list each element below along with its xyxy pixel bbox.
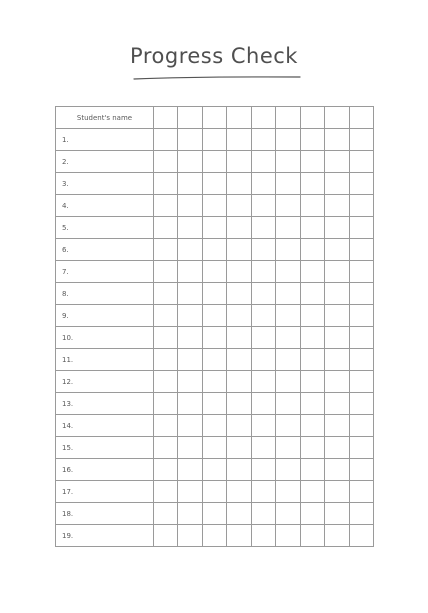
table-row bbox=[56, 283, 374, 305]
title-underline bbox=[132, 75, 302, 81]
check-cell[interactable] bbox=[178, 305, 202, 327]
student-name-cell[interactable]: 15. bbox=[56, 437, 154, 459]
table-row bbox=[56, 393, 374, 415]
check-cell[interactable] bbox=[202, 283, 226, 305]
check-cell[interactable] bbox=[349, 283, 374, 305]
check-cell[interactable] bbox=[227, 305, 251, 327]
check-cell[interactable] bbox=[154, 327, 178, 349]
check-cell[interactable] bbox=[251, 129, 275, 151]
check-cell[interactable] bbox=[178, 327, 202, 349]
check-cell[interactable] bbox=[178, 195, 202, 217]
table-row bbox=[56, 525, 374, 547]
check-cell[interactable] bbox=[349, 437, 374, 459]
check-cell[interactable] bbox=[349, 525, 374, 547]
check-cell[interactable] bbox=[154, 525, 178, 547]
student-name-cell[interactable]: 3. bbox=[56, 173, 154, 195]
check-cell[interactable] bbox=[202, 173, 226, 195]
check-cell[interactable] bbox=[202, 327, 226, 349]
page-title: Progress Check bbox=[130, 44, 298, 68]
check-cell[interactable] bbox=[227, 503, 251, 525]
check-cell[interactable] bbox=[300, 393, 324, 415]
check-cell[interactable] bbox=[300, 151, 324, 173]
check-cell[interactable] bbox=[178, 371, 202, 393]
check-cell[interactable] bbox=[276, 349, 300, 371]
check-cell[interactable] bbox=[276, 195, 300, 217]
check-cell[interactable] bbox=[251, 437, 275, 459]
check-cell[interactable] bbox=[227, 525, 251, 547]
student-name-cell[interactable]: 10. bbox=[56, 327, 154, 349]
check-cell[interactable] bbox=[202, 217, 226, 239]
check-cell[interactable] bbox=[202, 349, 226, 371]
check-cell[interactable] bbox=[178, 239, 202, 261]
student-name-cell[interactable]: 16. bbox=[56, 459, 154, 481]
check-cell[interactable] bbox=[227, 217, 251, 239]
check-cell[interactable] bbox=[300, 349, 324, 371]
header-row bbox=[56, 107, 374, 129]
check-cell[interactable] bbox=[202, 415, 226, 437]
check-cell[interactable] bbox=[349, 327, 374, 349]
check-cell[interactable] bbox=[300, 525, 324, 547]
check-cell[interactable] bbox=[202, 503, 226, 525]
check-cell[interactable] bbox=[178, 349, 202, 371]
check-cell[interactable] bbox=[251, 239, 275, 261]
check-cell[interactable] bbox=[276, 415, 300, 437]
check-column-header bbox=[227, 107, 251, 129]
check-cell[interactable] bbox=[325, 393, 349, 415]
check-cell[interactable] bbox=[300, 261, 324, 283]
check-cell[interactable] bbox=[300, 437, 324, 459]
check-cell[interactable] bbox=[276, 481, 300, 503]
check-cell[interactable] bbox=[202, 371, 226, 393]
student-name-cell[interactable]: 2. bbox=[56, 151, 154, 173]
check-cell[interactable] bbox=[349, 261, 374, 283]
student-name-cell[interactable]: 9. bbox=[56, 305, 154, 327]
check-cell[interactable] bbox=[325, 151, 349, 173]
check-cell[interactable] bbox=[154, 305, 178, 327]
check-cell[interactable] bbox=[227, 195, 251, 217]
student-name-cell[interactable]: 14. bbox=[56, 415, 154, 437]
check-cell[interactable] bbox=[325, 459, 349, 481]
check-cell[interactable] bbox=[154, 283, 178, 305]
check-cell[interactable] bbox=[325, 173, 349, 195]
student-name-cell[interactable]: 6. bbox=[56, 239, 154, 261]
table-row bbox=[56, 459, 374, 481]
check-cell[interactable] bbox=[300, 371, 324, 393]
check-cell[interactable] bbox=[325, 239, 349, 261]
student-name-cell[interactable]: 7. bbox=[56, 261, 154, 283]
check-cell[interactable] bbox=[349, 217, 374, 239]
check-cell[interactable] bbox=[325, 503, 349, 525]
check-cell[interactable] bbox=[349, 305, 374, 327]
check-cell[interactable] bbox=[325, 129, 349, 151]
check-cell[interactable] bbox=[154, 173, 178, 195]
check-column-header bbox=[276, 107, 300, 129]
student-name-cell[interactable]: 18. bbox=[56, 503, 154, 525]
check-cell[interactable] bbox=[154, 151, 178, 173]
student-name-cell[interactable]: 12. bbox=[56, 371, 154, 393]
check-cell[interactable] bbox=[227, 371, 251, 393]
check-cell[interactable] bbox=[276, 525, 300, 547]
check-cell[interactable] bbox=[349, 393, 374, 415]
check-cell[interactable] bbox=[227, 129, 251, 151]
check-cell[interactable] bbox=[178, 129, 202, 151]
check-cell[interactable] bbox=[325, 349, 349, 371]
check-cell[interactable] bbox=[251, 195, 275, 217]
check-cell[interactable] bbox=[154, 129, 178, 151]
check-cell[interactable] bbox=[276, 239, 300, 261]
check-cell[interactable] bbox=[202, 305, 226, 327]
check-cell[interactable] bbox=[178, 393, 202, 415]
table-row bbox=[56, 217, 374, 239]
student-name-cell[interactable]: 11. bbox=[56, 349, 154, 371]
table-row bbox=[56, 371, 374, 393]
check-cell[interactable] bbox=[154, 371, 178, 393]
student-name-cell[interactable]: 19. bbox=[56, 525, 154, 547]
check-cell[interactable] bbox=[178, 151, 202, 173]
check-cell[interactable] bbox=[300, 327, 324, 349]
check-cell[interactable] bbox=[178, 525, 202, 547]
check-cell[interactable] bbox=[154, 459, 178, 481]
check-cell[interactable] bbox=[325, 371, 349, 393]
check-cell[interactable] bbox=[251, 217, 275, 239]
check-cell[interactable] bbox=[300, 503, 324, 525]
check-cell[interactable] bbox=[349, 459, 374, 481]
check-cell[interactable] bbox=[300, 195, 324, 217]
check-cell[interactable] bbox=[349, 129, 374, 151]
check-cell[interactable] bbox=[227, 393, 251, 415]
check-cell[interactable] bbox=[349, 173, 374, 195]
check-cell[interactable] bbox=[202, 481, 226, 503]
check-cell[interactable] bbox=[227, 481, 251, 503]
check-cell[interactable] bbox=[251, 415, 275, 437]
check-cell[interactable] bbox=[178, 415, 202, 437]
student-name-header: Student's name bbox=[56, 107, 154, 129]
check-cell[interactable] bbox=[325, 283, 349, 305]
check-cell[interactable] bbox=[349, 151, 374, 173]
check-cell[interactable] bbox=[300, 217, 324, 239]
check-cell[interactable] bbox=[300, 459, 324, 481]
check-cell[interactable] bbox=[300, 481, 324, 503]
check-column-header bbox=[202, 107, 226, 129]
check-cell[interactable] bbox=[349, 349, 374, 371]
check-cell[interactable] bbox=[227, 327, 251, 349]
check-cell[interactable] bbox=[276, 283, 300, 305]
student-name-cell[interactable]: 5. bbox=[56, 217, 154, 239]
student-name-cell[interactable]: 17. bbox=[56, 481, 154, 503]
check-cell[interactable] bbox=[276, 327, 300, 349]
check-cell[interactable] bbox=[154, 415, 178, 437]
table-row bbox=[56, 173, 374, 195]
table-row bbox=[56, 305, 374, 327]
check-cell[interactable] bbox=[227, 437, 251, 459]
check-cell[interactable] bbox=[251, 503, 275, 525]
table-row bbox=[56, 327, 374, 349]
check-cell[interactable] bbox=[202, 195, 226, 217]
check-cell[interactable] bbox=[276, 503, 300, 525]
check-cell[interactable] bbox=[202, 393, 226, 415]
check-column-header bbox=[251, 107, 275, 129]
check-cell[interactable] bbox=[202, 239, 226, 261]
check-column-header bbox=[178, 107, 202, 129]
check-cell[interactable] bbox=[154, 195, 178, 217]
check-cell[interactable] bbox=[251, 261, 275, 283]
check-column-header bbox=[300, 107, 324, 129]
check-cell[interactable] bbox=[202, 437, 226, 459]
table-row bbox=[56, 129, 374, 151]
check-cell[interactable] bbox=[251, 305, 275, 327]
check-cell[interactable] bbox=[349, 239, 374, 261]
check-cell[interactable] bbox=[251, 283, 275, 305]
check-cell[interactable] bbox=[276, 305, 300, 327]
check-cell[interactable] bbox=[202, 261, 226, 283]
check-cell[interactable] bbox=[325, 305, 349, 327]
student-name-cell[interactable]: 1. bbox=[56, 129, 154, 151]
check-cell[interactable] bbox=[154, 393, 178, 415]
check-cell[interactable] bbox=[251, 393, 275, 415]
table-row bbox=[56, 481, 374, 503]
check-cell[interactable] bbox=[300, 305, 324, 327]
check-cell[interactable] bbox=[178, 173, 202, 195]
check-cell[interactable] bbox=[178, 481, 202, 503]
check-cell[interactable] bbox=[276, 459, 300, 481]
check-cell[interactable] bbox=[276, 393, 300, 415]
check-cell[interactable] bbox=[178, 437, 202, 459]
check-cell[interactable] bbox=[227, 415, 251, 437]
check-cell[interactable] bbox=[276, 129, 300, 151]
check-cell[interactable] bbox=[202, 525, 226, 547]
student-name-cell[interactable]: 4. bbox=[56, 195, 154, 217]
check-cell[interactable] bbox=[154, 503, 178, 525]
table-row bbox=[56, 437, 374, 459]
student-name-cell[interactable]: 13. bbox=[56, 393, 154, 415]
table-row bbox=[56, 503, 374, 525]
check-cell[interactable] bbox=[154, 217, 178, 239]
check-column-header bbox=[154, 107, 178, 129]
check-cell[interactable] bbox=[251, 481, 275, 503]
table-row bbox=[56, 261, 374, 283]
check-cell[interactable] bbox=[325, 261, 349, 283]
check-cell[interactable] bbox=[276, 437, 300, 459]
check-cell[interactable] bbox=[178, 217, 202, 239]
check-cell[interactable] bbox=[227, 261, 251, 283]
check-cell[interactable] bbox=[325, 195, 349, 217]
check-cell[interactable] bbox=[227, 283, 251, 305]
check-cell[interactable] bbox=[349, 195, 374, 217]
check-cell[interactable] bbox=[276, 261, 300, 283]
check-cell[interactable] bbox=[154, 481, 178, 503]
table-row bbox=[56, 195, 374, 217]
check-cell[interactable] bbox=[251, 371, 275, 393]
check-cell[interactable] bbox=[154, 349, 178, 371]
check-cell[interactable] bbox=[349, 503, 374, 525]
check-cell[interactable] bbox=[251, 173, 275, 195]
table-row bbox=[56, 415, 374, 437]
check-cell[interactable] bbox=[276, 371, 300, 393]
check-cell[interactable] bbox=[325, 217, 349, 239]
check-cell[interactable] bbox=[300, 239, 324, 261]
check-cell[interactable] bbox=[227, 349, 251, 371]
table-row bbox=[56, 239, 374, 261]
check-cell[interactable] bbox=[178, 459, 202, 481]
check-cell[interactable] bbox=[178, 503, 202, 525]
check-cell[interactable] bbox=[349, 371, 374, 393]
check-cell[interactable] bbox=[251, 459, 275, 481]
check-cell[interactable] bbox=[227, 459, 251, 481]
check-cell[interactable] bbox=[251, 151, 275, 173]
check-cell[interactable] bbox=[349, 415, 374, 437]
check-cell[interactable] bbox=[227, 151, 251, 173]
check-cell[interactable] bbox=[300, 173, 324, 195]
check-cell[interactable] bbox=[251, 349, 275, 371]
check-cell[interactable] bbox=[300, 415, 324, 437]
check-column-header bbox=[349, 107, 374, 129]
check-column-header bbox=[325, 107, 349, 129]
check-cell[interactable] bbox=[202, 151, 226, 173]
check-cell[interactable] bbox=[154, 239, 178, 261]
check-cell[interactable] bbox=[154, 261, 178, 283]
check-cell[interactable] bbox=[349, 481, 374, 503]
table-row bbox=[56, 349, 374, 371]
check-cell[interactable] bbox=[325, 415, 349, 437]
check-cell[interactable] bbox=[227, 239, 251, 261]
check-cell[interactable] bbox=[178, 283, 202, 305]
check-cell[interactable] bbox=[154, 437, 178, 459]
check-cell[interactable] bbox=[300, 129, 324, 151]
check-cell[interactable] bbox=[227, 173, 251, 195]
check-cell[interactable] bbox=[325, 481, 349, 503]
check-cell[interactable] bbox=[251, 525, 275, 547]
check-cell[interactable] bbox=[276, 151, 300, 173]
check-cell[interactable] bbox=[300, 283, 324, 305]
check-cell[interactable] bbox=[276, 173, 300, 195]
table-row bbox=[56, 151, 374, 173]
check-cell[interactable] bbox=[325, 525, 349, 547]
check-cell[interactable] bbox=[276, 217, 300, 239]
check-cell[interactable] bbox=[202, 459, 226, 481]
progress-table bbox=[55, 106, 374, 547]
check-cell[interactable] bbox=[178, 261, 202, 283]
check-cell[interactable] bbox=[325, 327, 349, 349]
student-name-cell[interactable]: 8. bbox=[56, 283, 154, 305]
check-cell[interactable] bbox=[202, 129, 226, 151]
check-cell[interactable] bbox=[325, 437, 349, 459]
check-cell[interactable] bbox=[251, 327, 275, 349]
